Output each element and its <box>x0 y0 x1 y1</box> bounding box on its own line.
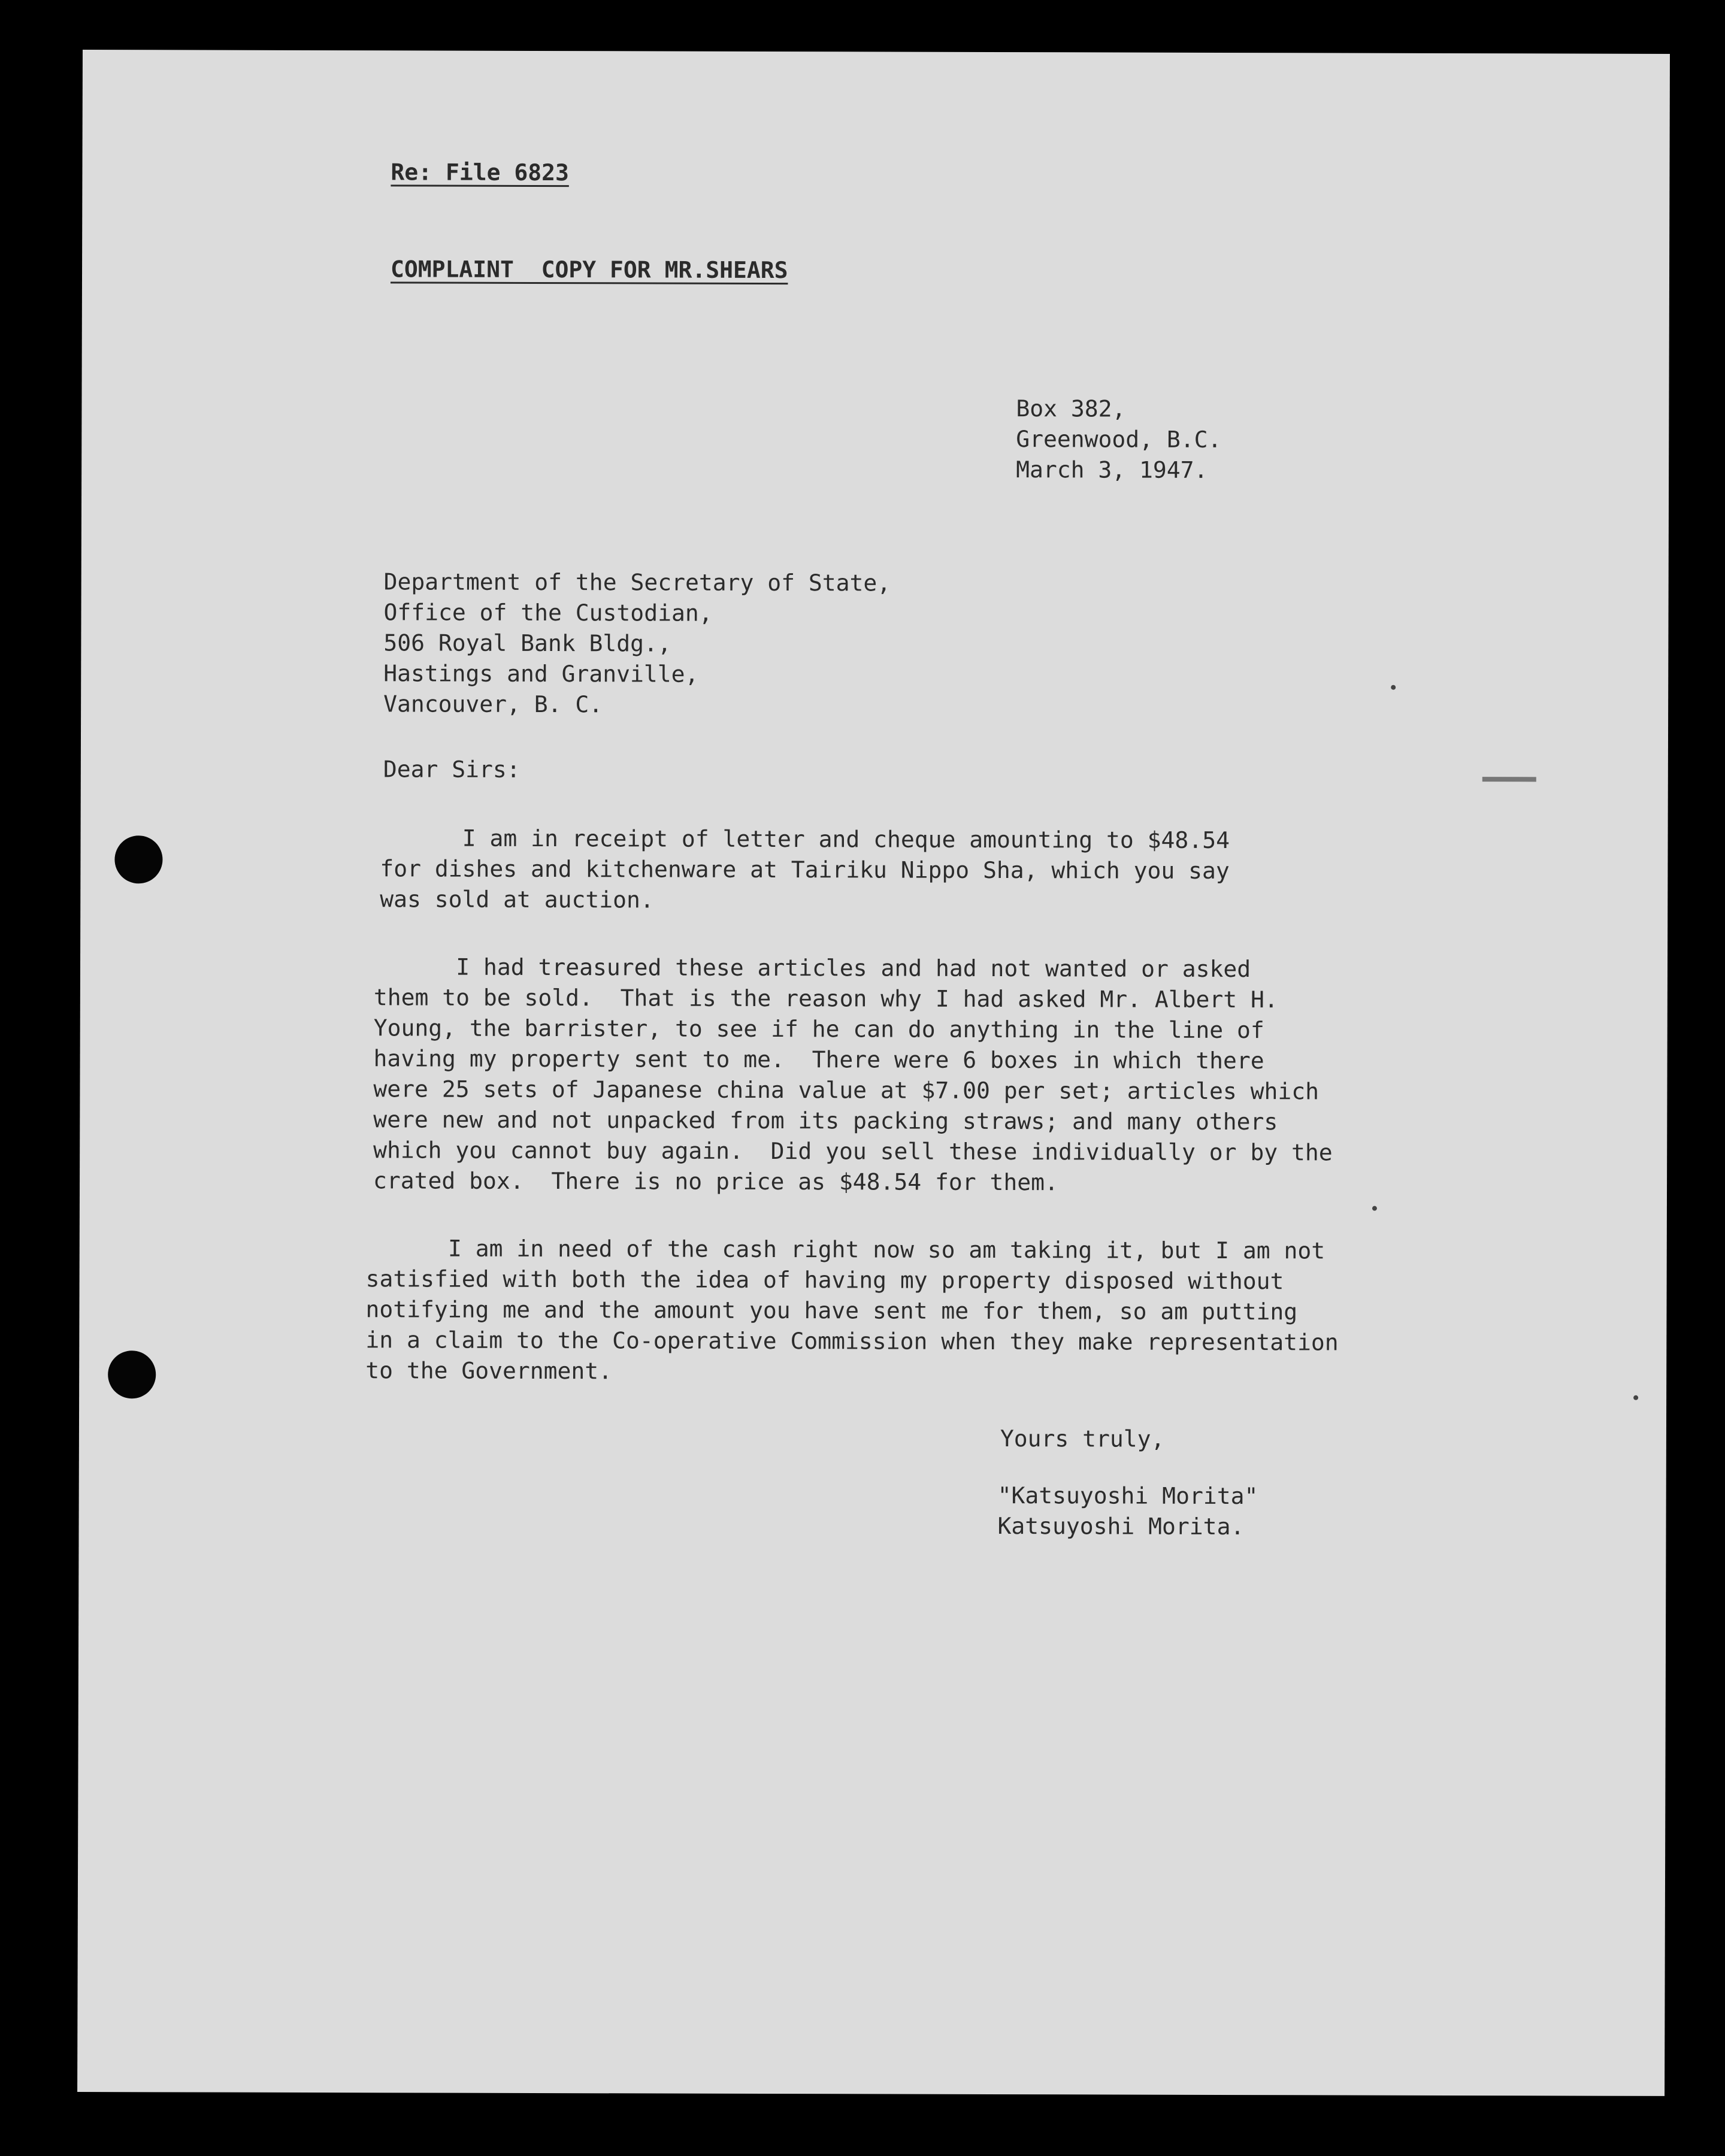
body-line: having my property sent to me. There were 6 boxes in which there <box>373 1045 1264 1074</box>
file-reference: Re: File 6823 <box>391 159 569 186</box>
letter-date: March 3, 1947. <box>1016 456 1208 483</box>
recipient-address-line: Department of the Secretary of State, <box>383 568 891 596</box>
body-line: I had treasured these articles and had not wanted or asked <box>373 953 1251 983</box>
signature-quoted: "Katsuyoshi Morita" <box>997 1482 1258 1510</box>
body-line: which you cannot buy again. Did you sell these individually or by the <box>373 1137 1333 1166</box>
punch-hole-bottom <box>108 1350 156 1398</box>
body-line: for dishes and kitchenware at Tairiku Nippo Sha, which you say <box>380 855 1230 885</box>
body-line: I am in need of the cash right now so am taking it, but I am not <box>365 1235 1325 1264</box>
body-line: them to be sold. That is the reason why I had asked Mr. Albert H. <box>373 984 1278 1013</box>
body-line: were new and not unpacked from its packing straws; and many others <box>373 1106 1278 1135</box>
memo-heading: COMPLAINT COPY FOR MR.SHEARS <box>390 256 788 284</box>
sender-address-line: Greenwood, B.C. <box>1016 426 1222 453</box>
body-line: I am in receipt of letter and cheque amounting to $48.54 <box>380 825 1230 854</box>
body-line: satisfied with both the idea of having my property disposed without <box>365 1265 1284 1295</box>
body-line: were 25 sets of Japanese china value at $7.00 per set; articles which <box>373 1076 1320 1105</box>
body-line: to the Government. <box>365 1357 613 1385</box>
closing: Yours truly, <box>1000 1425 1165 1452</box>
body-line: Young, the barrister, to see if he can do anything in the line of <box>373 1015 1264 1044</box>
body-line: notifying me and the amount you have sent me for them, so am putting <box>365 1296 1298 1325</box>
body-line: in a claim to the Co-operative Commission when they make representation <box>365 1327 1339 1356</box>
salutation: Dear Sirs: <box>383 756 520 783</box>
letter-page <box>77 50 1670 2096</box>
scan-speck <box>1372 1206 1377 1211</box>
recipient-address-line: Hastings and Granville, <box>383 660 699 688</box>
recipient-address-line: Vancouver, B. C. <box>383 691 603 718</box>
recipient-address-line: 506 Royal Bank Bldg., <box>383 629 671 657</box>
body-line: was sold at auction. <box>380 886 654 913</box>
signature-name: Katsuyoshi Morita. <box>997 1513 1245 1540</box>
scan-speck <box>1391 685 1396 690</box>
recipient-address-line: Office of the Custodian, <box>383 599 713 626</box>
sender-address-line: Box 382, <box>1016 395 1126 422</box>
punch-hole-top <box>114 835 162 883</box>
stray-pen-mark <box>1482 777 1536 782</box>
scan-speck <box>1633 1395 1638 1400</box>
body-line: crated box. There is no price as $48.54 for them. <box>373 1167 1059 1196</box>
